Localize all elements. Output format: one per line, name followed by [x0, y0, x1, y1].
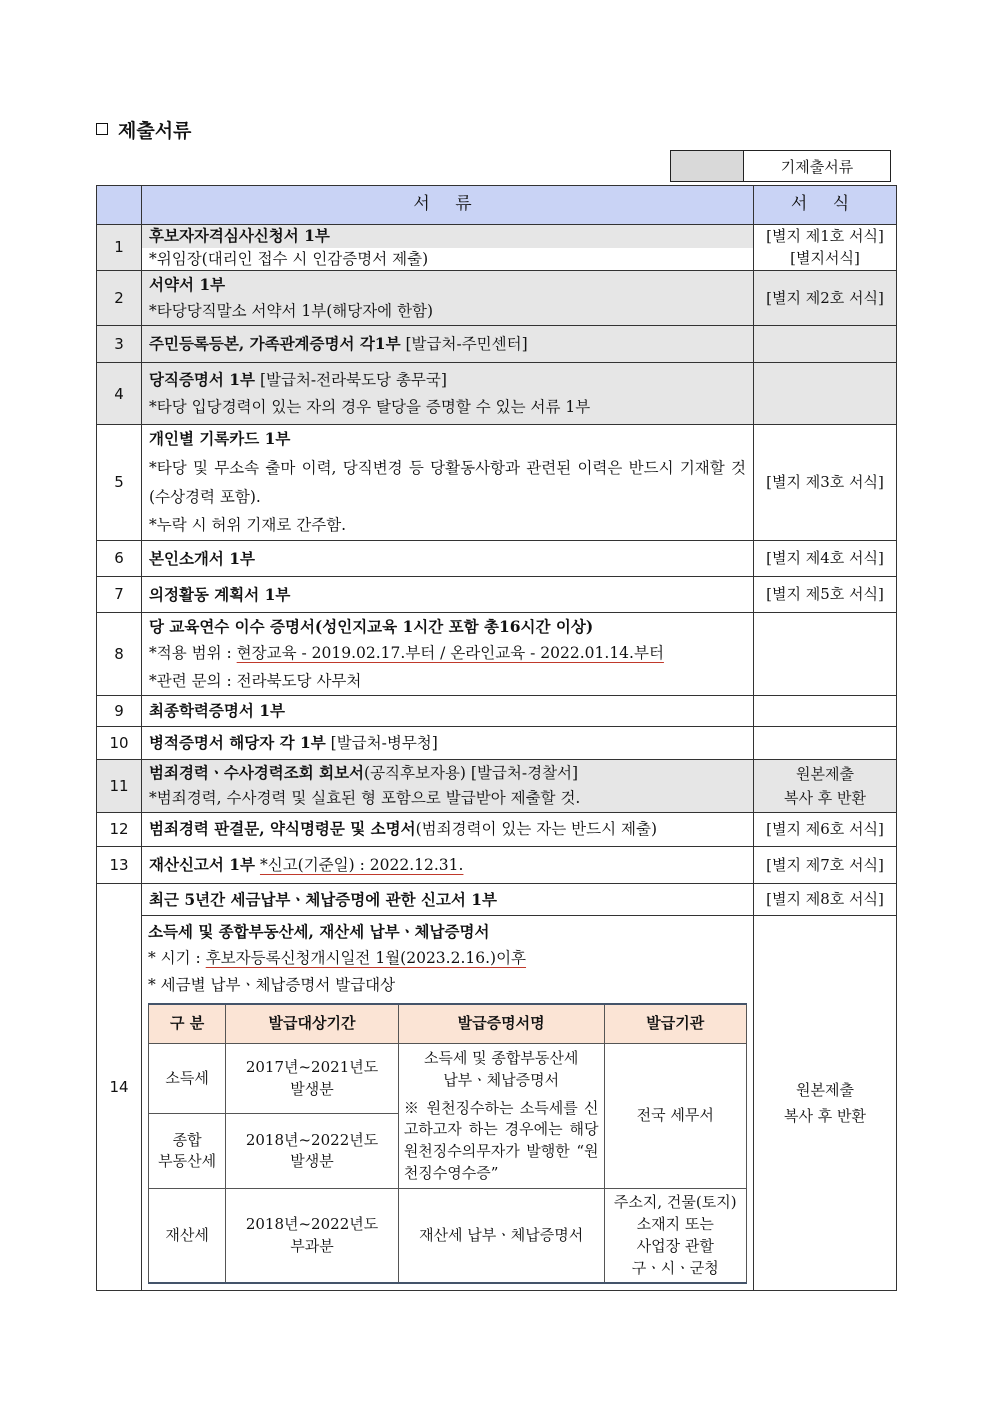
cert-name: 소득세 및 종합부동산세: [423, 1049, 579, 1068]
row-form: [별지 제3호 서식]: [754, 425, 897, 541]
row-number: 1: [97, 225, 142, 271]
row-note: *타당 및 무소속 출마 이력, 당직변경 등 당활동사항과 관련된 이력은 반드시 기재할 것(수상경력 포함).: [149, 458, 746, 506]
row-note: *관련 문의 : 전라북도당 사무처: [149, 671, 362, 690]
header-form: 서 식: [754, 186, 897, 225]
row-number: 11: [97, 759, 142, 812]
period-range: 2018년~2022년도: [245, 1130, 379, 1149]
row-issuer: (공직후보자용) [발급처-경찰서]: [364, 764, 579, 783]
sub-header-period: 발급대상기간: [226, 1004, 399, 1044]
row-number: 6: [97, 540, 142, 576]
sub-header-row: [149, 1004, 747, 1044]
legend-swatch: [671, 151, 744, 181]
row-issuer: [발급처-주민센터]: [400, 335, 528, 354]
row-number: 3: [97, 326, 142, 363]
tax-kind: 재산세: [149, 1189, 226, 1284]
form-label: 복사 후 반환: [784, 788, 866, 807]
row-title: 범죄경력ㆍ수사경력조회 회보서: [149, 763, 365, 783]
period-type: 발생분: [290, 1152, 334, 1171]
row-note: *타당 입당경력이 있는 자의 경우 탈당을 증명할 수 있는 서류 1부: [149, 398, 591, 417]
row-content: [142, 612, 754, 695]
period-type: 부과분: [290, 1236, 334, 1255]
row-number: 7: [97, 576, 142, 612]
row-title: 주민등록등본, 가족관계증명서 각1부: [149, 334, 401, 354]
tax-agency: 전국 세무서: [604, 1044, 747, 1189]
row-number: 10: [97, 726, 142, 759]
row-title: 당 교육연수 이수 증명서(성인지교육 1시간 포함 총16시간 이상): [149, 617, 594, 637]
row-form: [별지 제6호 서식]: [754, 812, 897, 846]
table-row: [97, 612, 897, 695]
row-note: *위임장(대리인 접수 시 인감증명서 제출): [149, 249, 429, 268]
row-content: [142, 846, 754, 883]
row-form: [별지 제2호 서식]: [754, 271, 897, 326]
row-title: 개인별 기록카드 1부: [149, 429, 291, 449]
row-content: [142, 271, 754, 326]
period-range: 2018년~2022년도: [245, 1215, 379, 1234]
row-content: [142, 726, 754, 759]
row-content: [142, 425, 754, 541]
row-form: [754, 326, 897, 363]
table-row: [97, 326, 897, 363]
row-content: [142, 363, 754, 425]
row-subtitle: 소득세 및 종합부동산세, 재산세 납부ㆍ체납증명서: [148, 921, 490, 941]
row-content: [142, 225, 754, 271]
sub-row: [149, 1189, 747, 1284]
kind-line: 종합: [172, 1130, 202, 1149]
row-number: 8: [97, 612, 142, 695]
row-form: [754, 612, 897, 695]
table-row: [97, 915, 897, 1290]
row-note-label: *적용 범위 :: [149, 644, 237, 663]
row-form: [별지 제5호 서식]: [754, 576, 897, 612]
tax-cert: [398, 1044, 604, 1189]
table-row: [97, 846, 897, 883]
row-number: 5: [97, 425, 142, 541]
documents-table: [96, 185, 897, 1291]
table-row: [97, 425, 897, 541]
header-blank: [97, 186, 142, 225]
row-note: *범죄경력, 수사경력 및 실효된 형 포함으로 발급받아 제출할 것.: [149, 788, 581, 807]
row-title: 의정활동 계획서 1부: [142, 576, 754, 612]
form-label: 원본제출: [796, 1080, 854, 1099]
table-row: [97, 726, 897, 759]
row-title: 범죄경력 판결문, 약식명령문 및 소명서: [149, 819, 416, 839]
legend-label: 기제출서류: [780, 157, 854, 176]
tax-agency: [604, 1189, 747, 1284]
row-content: [142, 915, 754, 1290]
row-title: 최종학력증명서 1부: [142, 695, 754, 726]
row-note-period: 현장교육 - 2019.02.17.부터 / 온라인교육 - 2022.01.14.부터: [236, 644, 664, 663]
row-form: [754, 695, 897, 726]
row-note-period: 후보자등록신청개시일전 1월(2023.2.16.)이후: [205, 949, 527, 968]
row-form: [별지 제4호 서식]: [754, 540, 897, 576]
kind-line: 부동산세: [158, 1152, 217, 1171]
row-form: [754, 726, 897, 759]
cert-note: ※ 원천징수하는 소득세를 신고하고자 하는 경우에는 해당 원천징수의무자가 발행한 “원천징수영수증”: [403, 1098, 599, 1182]
row-number: 4: [97, 363, 142, 425]
row-title: 최근 5년간 세금납부ㆍ체납증명에 관한 신고서 1부: [142, 883, 754, 915]
form-label: [별지서식]: [790, 248, 860, 267]
row-title: 후보자자격심사신청서 1부: [142, 225, 753, 247]
row-title: 본인소개서 1부: [142, 540, 754, 576]
sub-row: [149, 1044, 747, 1114]
header-docs: 서 류: [142, 186, 754, 225]
tax-kind: 소득세: [149, 1044, 226, 1114]
row-form: [754, 759, 897, 812]
tax-certificate-table: [148, 1003, 747, 1284]
agency-line: 주소지, 건물(토지): [613, 1193, 737, 1212]
row-content: [142, 812, 754, 846]
row-issuer: [발급처-전라북도당 총무국]: [255, 371, 447, 390]
period-range: 2017년~2021년도: [245, 1058, 379, 1077]
period-type: 발생분: [290, 1079, 334, 1098]
row-form: [754, 225, 897, 271]
row-note-label: * 시기 :: [148, 949, 206, 968]
table-row: [97, 883, 897, 915]
row-title: 당직증명서 1부: [149, 370, 256, 390]
tax-kind: [149, 1114, 226, 1189]
checkbox-square-icon: [96, 123, 108, 135]
sub-header-kind: 구 분: [149, 1004, 226, 1044]
row-number: 13: [97, 846, 142, 883]
row-number: 9: [97, 695, 142, 726]
table-row: [97, 695, 897, 726]
tax-period: [226, 1114, 399, 1189]
tax-period: [226, 1044, 399, 1114]
row-number: 2: [97, 271, 142, 326]
row-issuer: [발급처-병무청]: [325, 733, 438, 752]
section-heading: [96, 116, 191, 143]
section-title: 제출서류: [118, 120, 192, 142]
agency-line: 사업장 관할: [636, 1236, 714, 1255]
row-number: 12: [97, 812, 142, 846]
row-note: * 세금별 납부ㆍ체납증명서 발급대상: [148, 976, 396, 995]
row-form: [754, 363, 897, 425]
sub-header-cert: 발급증명서명: [398, 1004, 604, 1044]
table-row: [97, 759, 897, 812]
row-content: [142, 759, 754, 812]
row-title: 병적증명서 해당자 각 1부: [149, 732, 326, 752]
row-form: [별지 제8호 서식]: [754, 883, 897, 915]
row-form: [754, 915, 897, 1290]
row-note: *누락 시 허위 기재로 간주함.: [149, 516, 347, 535]
tax-cert: 재산세 납부ㆍ체납증명서: [398, 1189, 604, 1284]
table-row: [97, 271, 897, 326]
row-note-date: *신고(기준일) : 2022.12.31.: [259, 855, 464, 874]
agency-line: 소재지 또는: [636, 1215, 714, 1234]
legend-box: [670, 150, 891, 182]
agency-line: 구ㆍ시ㆍ군청: [631, 1258, 719, 1277]
form-label: 원본제출: [796, 764, 854, 783]
table-row: [97, 225, 897, 271]
row-note: *타당당직말소 서약서 1부(해당자에 한함): [149, 302, 434, 321]
table-row: [97, 540, 897, 576]
form-label: [별지 제1호 서식]: [766, 226, 884, 245]
table-row: [97, 576, 897, 612]
form-label: 복사 후 반환: [784, 1107, 866, 1126]
row-note: (범죄경력이 있는 자는 반드시 제출): [415, 820, 657, 839]
row-content: [142, 326, 754, 363]
tax-period: [226, 1189, 399, 1284]
table-row: [97, 812, 897, 846]
row-title: 서약서 1부: [149, 275, 226, 294]
sub-header-agency: 발급기관: [604, 1004, 747, 1044]
row-number: 14: [97, 883, 142, 1290]
row-title: 재산신고서 1부: [149, 854, 256, 874]
table-header-row: [97, 186, 897, 225]
cert-name: 납부ㆍ체납증명서: [443, 1070, 560, 1089]
table-row: [97, 363, 897, 425]
row-form: [별지 제7호 서식]: [754, 846, 897, 883]
